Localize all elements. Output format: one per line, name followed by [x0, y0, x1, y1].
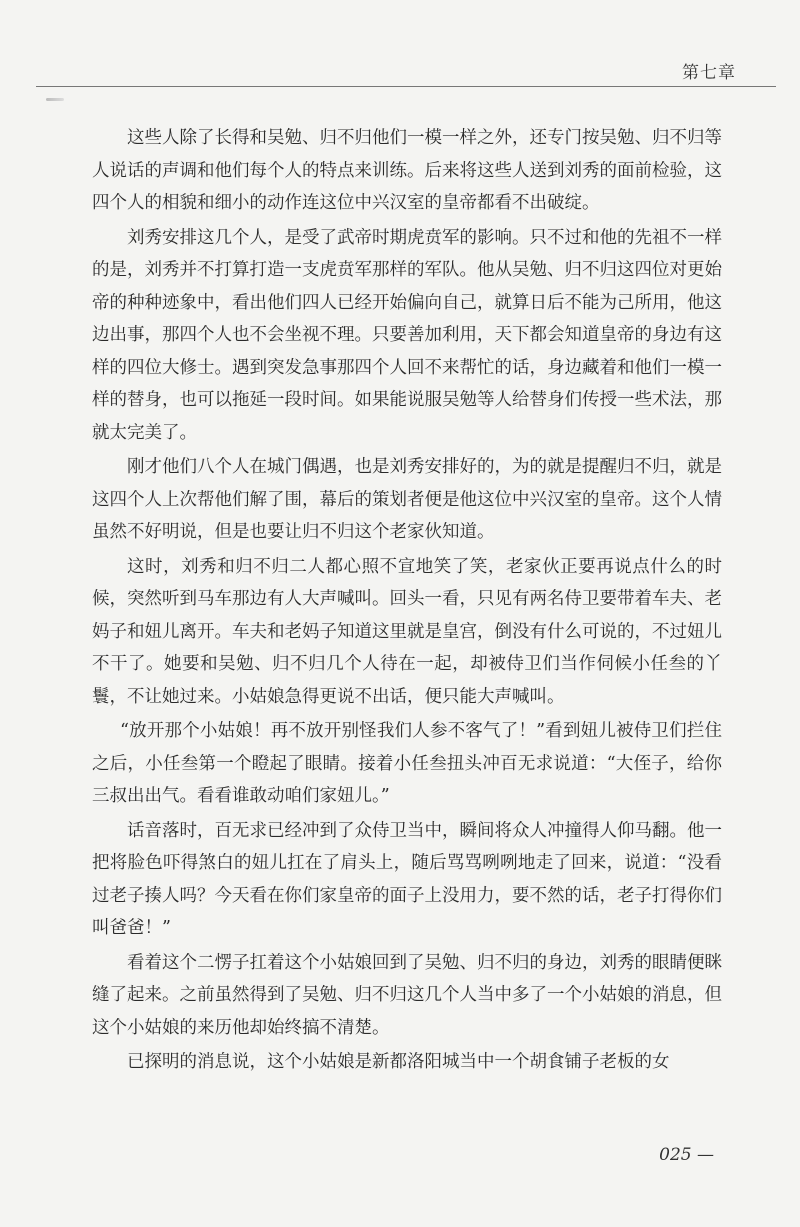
paragraph: 看着这个二愣子扛着这个小姑娘回到了吴勉、归不归的身边，刘秀的眼睛便眯缝了起来。之前虽然得到了吴勉、归不归这几个人当中多了一个小姑娘的消息，但这个小姑娘的来历他却始终搞不清楚。 — [92, 952, 722, 1038]
chapter-running-head: 第七章 — [682, 63, 736, 83]
header-rule — [36, 86, 776, 87]
page-number: 025 — — [659, 1145, 714, 1165]
scan-speck — [46, 98, 64, 101]
paragraph: 话音落时，百无求已经冲到了众侍卫当中，瞬间将众人冲撞得人仰马翻。他一把将脸色吓得煞白的妞儿扛在了肩头上，随后骂骂咧咧地走了回来，说道：“没看过老子揍人吗？今天看在你们家皇帝的面子上没用力，要不然的话，老子打得你们叫爸爸！” — [92, 820, 722, 938]
paragraph: 这时，刘秀和归不归二人都心照不宣地笑了笑，老家伙正要再说点什么的时候，突然听到马车那边有人大声喊叫。回头一看，只见有两名侍卫要带着车夫、老妈子和妞儿离开。车夫和老妈子知道这里就是皇宫，倒没有什么可说的，不过妞儿不干了。她要和吴勉、归不归几个人待在一起，却被侍卫们当作伺候小任叁的丫鬟，不让她过来。小姑娘急得更说不出话，便只能大声喊叫。 — [92, 556, 722, 707]
paragraph: 这些人除了长得和吴勉、归不归他们一模一样之外，还专门按吴勉、归不归等人说话的声调和他们每个人的特点来训练。后来将这些人送到刘秀的面前检验，这四个人的相貌和细小的动作连这位中兴汉室的皇帝都看不出破绽。 — [92, 128, 722, 213]
paragraph: 刚才他们八个人在城门偶遇，也是刘秀安排好的，为的就是提醒归不归，就是这四个人上次帮他们解了围，幕后的策划者便是他这位中兴汉室的皇帝。这个人情虽然不好明说，但是也要让归不归这个老家伙知道。 — [92, 457, 722, 542]
paragraph: 刘秀安排这几个人，是受了武帝时期虎贲军的影响。只不过和他的先祖不一样的是，刘秀并不打算打造一支虎贲军那样的军队。他从吴勉、归不归这四位对更始帝的种种迹象中，看出他们四人已经开始偏向自己，就算日后不能为己所用，他这边出事，那四个人也不会坐视不理。只要善加利用，天下都会知道皇帝的身边有这样的四位大修士。遇到突发急事那四个人回不来帮忙的话，身边藏着和他们一模一样的替身，也可以拖延一段时间。如果能说服吴勉等人给替身们传授一些术法，那就太完美了。 — [92, 227, 722, 443]
paragraph: 已探明的消息说，这个小姑娘是新都洛阳城当中一个胡食铺子老板的女 — [127, 1052, 670, 1072]
body-text — [92, 122, 722, 1081]
paragraph: “放开那个小姑娘！再不放开别怪我们人参不客气了！”看到妞儿被侍卫们拦住之后，小任叁第一个瞪起了眼睛。接着小任叁扭头冲百无求说道：“大侄子，给你三叔出出气。看看谁敢动咱们家妞儿。” — [92, 721, 722, 806]
